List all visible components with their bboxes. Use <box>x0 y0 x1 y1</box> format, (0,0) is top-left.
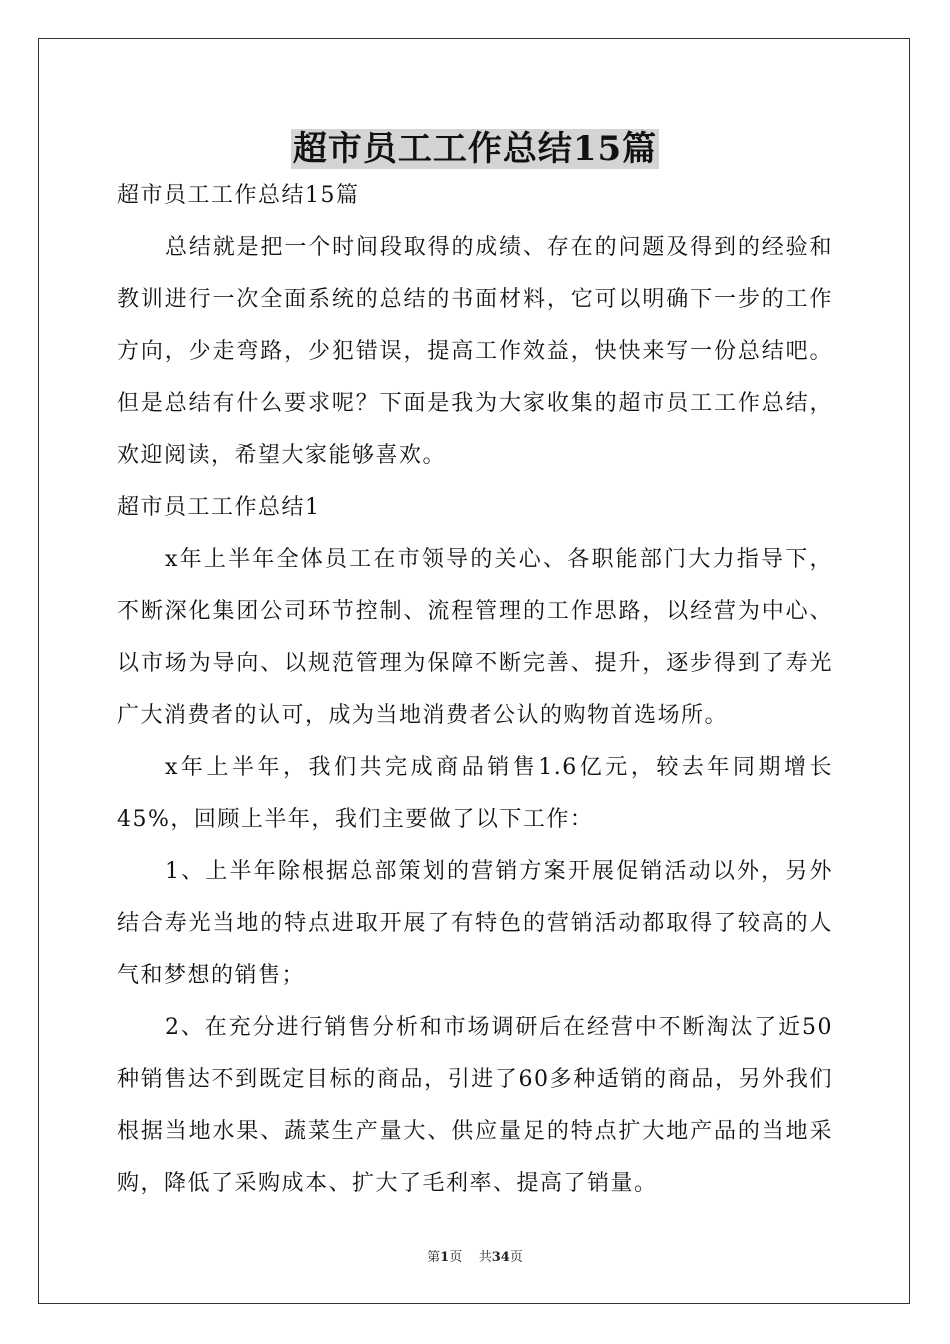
intro-paragraph: 总结就是把一个时间段取得的成绩、存在的问题及得到的经验和教训进行一次全面系统的总结的书面材料，它可以明确下一步的工作方向，少走弯路，少犯错误，提高工作效益，快快来写一份总结吧。但是总结有什么要求呢？下面是我为大家收集的超市员工工作总结，欢迎阅读，希望大家能够喜欢。 <box>117 235 833 468</box>
page-suffix: 页 <box>449 1250 463 1265</box>
total-prefix: 共 <box>478 1250 492 1265</box>
body-paragraph: x年上半年，我们共完成商品销售1.6亿元，较去年同期增长45%，回顾上半年，我们主要做了以下工作： <box>117 755 833 832</box>
total-suffix: 页 <box>509 1250 523 1265</box>
document-body <box>117 170 833 1210</box>
subtitle-paragraph: 超市员工工作总结15篇 <box>117 183 360 208</box>
body-paragraph: 2、在充分进行销售分析和市场调研后在经营中不断淘汰了近50种销售达不到既定目标的商品，引进了60多种适销的商品，另外我们根据当地水果、蔬菜生产量大、供应量足的特点扩大地产品的当地采购，降低了采购成本、扩大了毛利率、提高了销量。 <box>117 1015 833 1196</box>
section-heading: 超市员工工作总结1 <box>117 495 321 520</box>
page-number: 1 <box>440 1250 450 1265</box>
body-paragraph: 1、上半年除根据总部策划的营销方案开展促销活动以外，另外结合寿光当地的特点进取开展了有特色的营销活动都取得了较高的人气和梦想的销售； <box>117 859 833 988</box>
page-footer <box>0 1248 950 1268</box>
body-paragraph: x年上半年全体员工在市领导的关心、各职能部门大力指导下，不断深化集团公司环节控制、流程管理的工作思路，以经营为中心、以市场为导向、以规范管理为保障不断完善、提升，逐步得到了寿光广大消费者的认可，成为当地消费者公认的购物首选场所。 <box>117 547 833 728</box>
document-title <box>0 124 950 174</box>
page-prefix: 第 <box>427 1250 441 1265</box>
document-title-text: 超市员工工作总结15篇 <box>292 129 658 169</box>
total-pages: 34 <box>491 1250 510 1265</box>
